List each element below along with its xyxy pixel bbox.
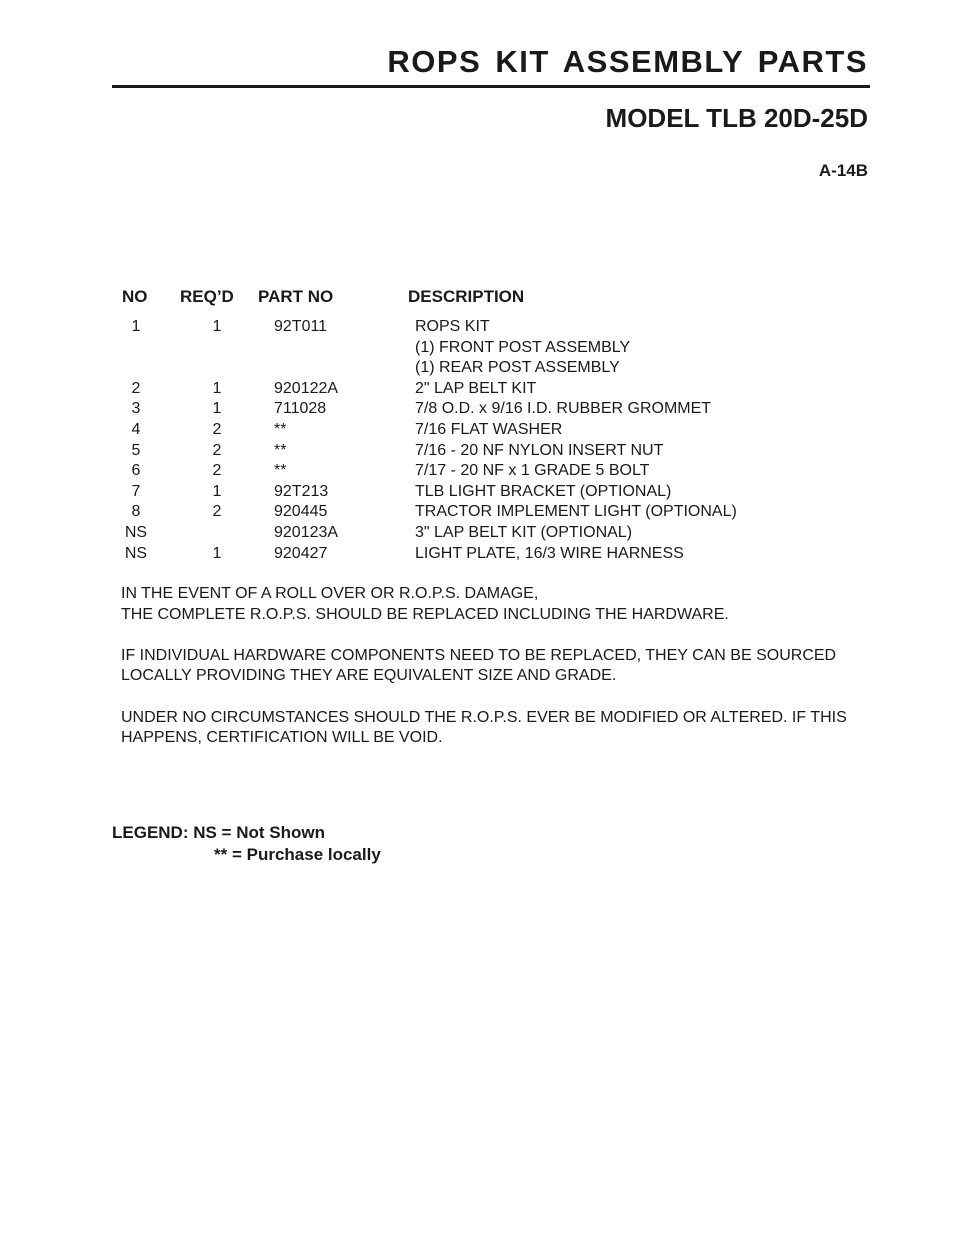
column-header-no: NO (122, 287, 148, 306)
model-heading: MODEL TLB 20D-25D (605, 103, 868, 133)
legend-line-purchase-locally: ** = Purchase locally (214, 845, 381, 864)
cell-description: 7/16 - 20 NF NYLON INSERT NUT (415, 441, 664, 459)
cell-no: 5 (131, 441, 141, 459)
cell-description: 7/17 - 20 NF x 1 GRADE 5 BOLT (415, 462, 650, 480)
cell-reqd: 2 (212, 462, 222, 480)
table-row (0, 399, 954, 420)
cell-no: 7 (131, 482, 141, 500)
cell-part-no: ** (274, 420, 287, 438)
table-row (0, 420, 954, 441)
notes-section (121, 584, 921, 769)
table-row (0, 461, 954, 482)
cell-part-no: ** (274, 441, 287, 459)
table-row (0, 544, 954, 565)
table-row (0, 358, 954, 379)
cell-no: 8 (131, 503, 141, 521)
cell-description: TRACTOR IMPLEMENT LIGHT (OPTIONAL) (415, 503, 737, 521)
legend (112, 822, 381, 866)
table-row (0, 482, 954, 503)
cell-description: TLB LIGHT BRACKET (OPTIONAL) (415, 482, 672, 500)
cell-reqd: 2 (212, 420, 222, 438)
cell-part-no: 920122A (274, 379, 339, 397)
column-header-reqd: REQ’D (180, 287, 234, 306)
cell-description: (1) FRONT POST ASSEMBLY (415, 338, 631, 356)
page-reference: A-14B (818, 161, 868, 180)
cell-part-no: 920445 (274, 503, 328, 521)
cell-part-no: ** (274, 462, 287, 480)
parts-table (0, 317, 954, 564)
cell-part-no: 920427 (274, 544, 328, 562)
cell-no: 2 (131, 379, 141, 397)
note-paragraph: UNDER NO CIRCUMSTANCES SHOULD THE R.O.P.S. EVER BE MODIFIED OR ALTERED. IF THIS HAPPENS, CERTIFICATION WILL BE VOID. (121, 708, 847, 747)
cell-description: 2" LAP BELT KIT (415, 379, 537, 397)
column-header-description: DESCRIPTION (408, 287, 525, 306)
cell-reqd: 2 (212, 503, 222, 521)
cell-no: 1 (131, 318, 141, 335)
cell-description: (1) REAR POST ASSEMBLY (415, 359, 620, 377)
cell-description: ROPS KIT (415, 318, 490, 335)
cell-part-no: 92T011 (274, 318, 328, 335)
cell-description: 7/8 O.D. x 9/16 I.D. RUBBER GROMMET (415, 400, 712, 418)
cell-no: 4 (131, 420, 141, 438)
cell-no: 6 (131, 462, 141, 480)
cell-reqd: 1 (212, 544, 222, 562)
legend-line-not-shown: LEGEND: NS = Not Shown (112, 823, 325, 842)
table-row (0, 317, 954, 338)
table-row (0, 441, 954, 462)
cell-no: NS (124, 544, 148, 562)
title-underline (112, 85, 870, 88)
cell-reqd: 1 (212, 400, 222, 418)
column-header-part-no: PART NO (258, 287, 334, 306)
cell-description: 3" LAP BELT KIT (OPTIONAL) (415, 523, 633, 541)
cell-reqd: 1 (212, 482, 222, 500)
table-row (0, 338, 954, 359)
cell-reqd: 1 (212, 379, 222, 397)
cell-no: NS (124, 523, 148, 541)
cell-part-no: 92T213 (274, 482, 329, 500)
note-paragraph: IF INDIVIDUAL HARDWARE COMPONENTS NEED TO BE REPLACED, THEY CAN BE SOURCED LOCALLY PROVIDING THEY ARE EQUIVALENT SIZE AND GRADE. (121, 646, 837, 685)
table-row (0, 502, 954, 523)
page-title: ROPS KIT ASSEMBLY PARTS (387, 44, 868, 79)
cell-part-no: 711028 (274, 400, 327, 418)
cell-reqd: 1 (212, 318, 222, 335)
cell-description: LIGHT PLATE, 16/3 WIRE HARNESS (415, 544, 684, 562)
note-paragraph: IN THE EVENT OF A ROLL OVER OR R.O.P.S. DAMAGE, THE COMPLETE R.O.P.S. SHOULD BE REPLACED INCLUDING THE HARDWARE. (121, 585, 729, 623)
cell-reqd: 2 (212, 441, 222, 459)
cell-part-no: 920123A (274, 523, 339, 541)
cell-description: 7/16 FLAT WASHER (415, 420, 563, 438)
table-row (0, 523, 954, 544)
cell-no: 3 (131, 400, 141, 418)
table-row (0, 379, 954, 400)
